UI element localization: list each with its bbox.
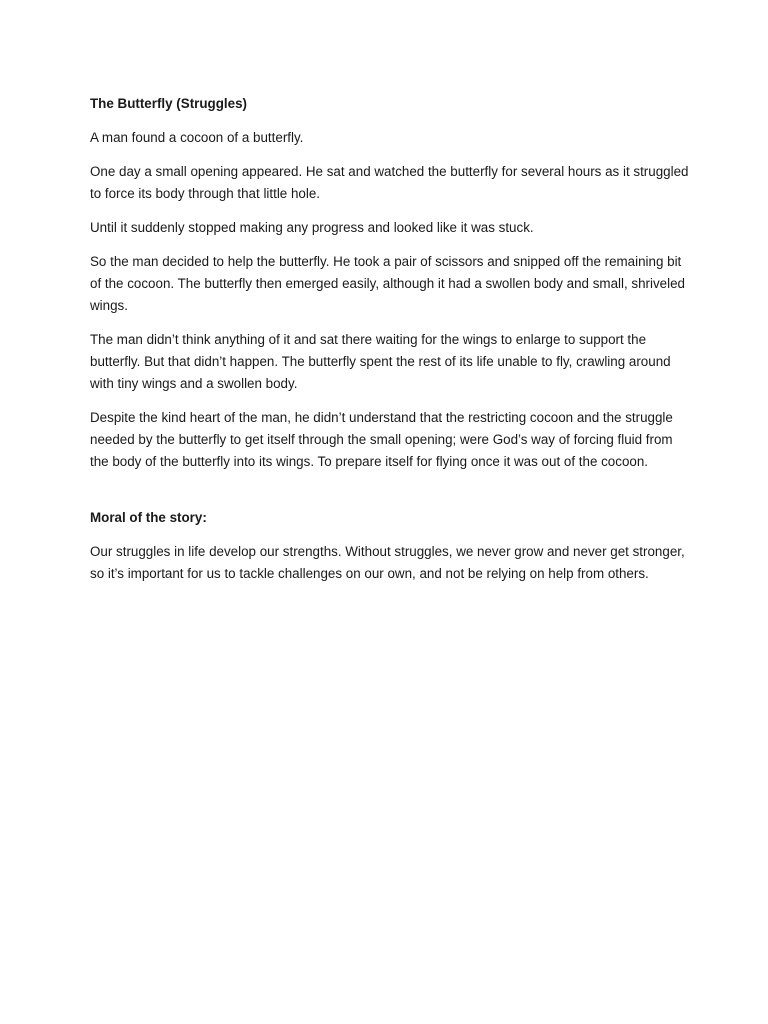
document-title: The Butterfly (Struggles) — [90, 96, 247, 111]
document-page — [90, 93, 690, 597]
paragraph: One day a small opening appeared. He sat and watched the butterfly for several hours as it struggled to force its body through that little hole. — [90, 164, 689, 201]
paragraph: So the man decided to help the butterfly. He took a pair of scissors and snipped off the remaining bit of the cocoon. The butterfly then emerged easily, although it had a swollen body and small, shriveled wings. — [90, 254, 685, 313]
moral-text: Our struggles in life develop our strengths. Without struggles, we never grow and never get stronger, so it’s important for us to tackle challenges on our own, and not be relying on help from others. — [90, 544, 685, 581]
paragraph: Until it suddenly stopped making any progress and looked like it was stuck. — [90, 220, 534, 235]
moral-heading: Moral of the story: — [90, 510, 207, 525]
paragraph: The man didn’t think anything of it and sat there waiting for the wings to enlarge to support the butterfly. But that didn’t happen. The butterfly spent the rest of its life unable to fly, crawling around with tiny wings and a swollen body. — [90, 332, 671, 391]
paragraph: A man found a cocoon of a butterfly. — [90, 130, 304, 145]
paragraph: Despite the kind heart of the man, he didn’t understand that the restricting cocoon and the struggle needed by the butterfly to get itself through the small opening; were God’s way of forcing fluid from the body of the butterfly into its wings. To prepare itself for flying once it was out of the cocoon. — [90, 410, 673, 469]
